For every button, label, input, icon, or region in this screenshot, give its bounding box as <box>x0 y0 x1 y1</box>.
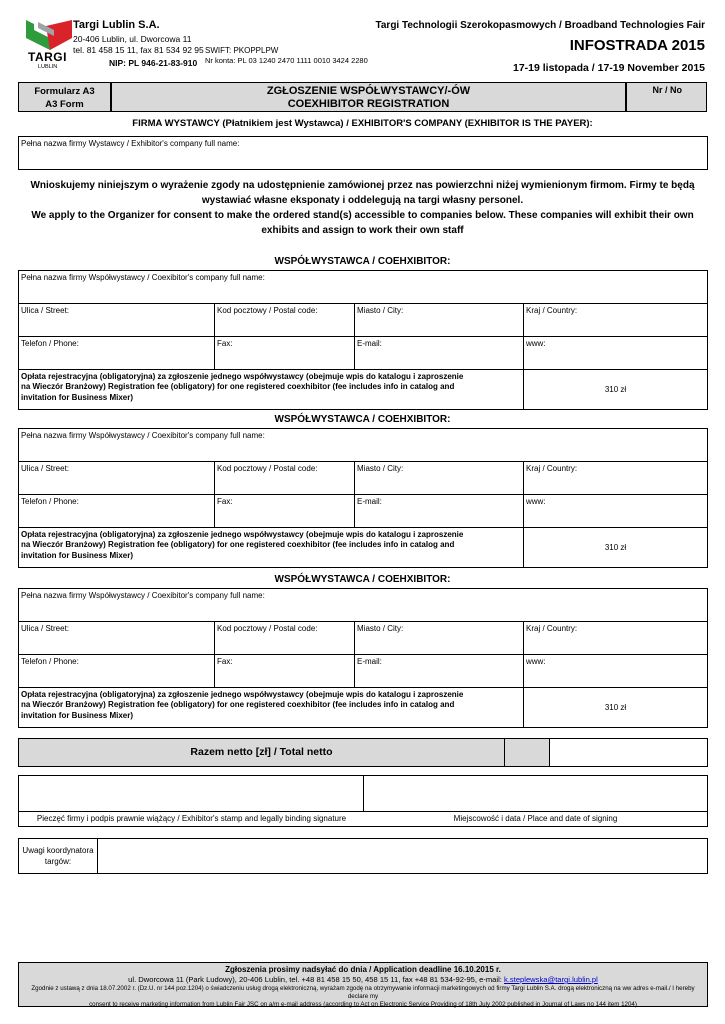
email-field[interactable] <box>355 495 524 528</box>
fee-line-1: Opłata rejestracyjna (obligatoryjna) za zgłoszenie jednego współwystawcy (obejmuje wpis do katalogu i zaproszenie <box>21 530 464 539</box>
phone-field[interactable] <box>19 495 215 528</box>
phone-field[interactable] <box>19 655 215 688</box>
event-title: INFOSTRADA 2015 <box>569 37 705 54</box>
street-label: Ulica / Street: <box>21 306 70 315</box>
country-label: Kraj / Country: <box>526 306 578 315</box>
footer-legal-line2: consent to receive marketing information from Lublin Fair JSC on a/m e-mail address (according to Act on Electronic Service Providing of 18th July 2002 published in Journal of Laws no 144 item 1204) <box>89 1000 637 1008</box>
www-label: www: <box>526 497 546 506</box>
street-field[interactable] <box>19 462 215 495</box>
stamp-signature-label: Pieczęć firmy i podpis prawnie wiążący / Exhibitor's stamp and legally binding signature <box>36 814 347 823</box>
form-number-label: Nr / No <box>652 85 682 95</box>
fee-line-3: invitation for Business Mixer) <box>21 392 134 402</box>
email-field[interactable] <box>355 655 524 688</box>
registration-fee-value: 310 zł <box>524 370 708 410</box>
consent-pl-line2: wystawiać własne eksponaty i oddelegują na targi własny personel. <box>201 195 524 206</box>
country-field[interactable] <box>524 622 708 655</box>
coexhibitor-1-table <box>18 270 708 410</box>
coexhibitor-name-label: Pełna nazwa firmy Współwystawcy / Coexibitor's company full name: <box>21 431 265 440</box>
coexhibitor-2-title: WSPÓŁWYSTAWCA / COEHXIBITOR: <box>274 414 451 425</box>
www-field[interactable] <box>524 655 708 688</box>
www-label: www: <box>526 339 546 348</box>
form-title-pl: ZGŁOSZENIE WSPÓŁWYSTAWCY/-ÓW <box>266 85 471 97</box>
company-name: Targi Lublin S.A. <box>73 19 160 31</box>
fax-label: Fax: <box>217 657 233 666</box>
www-field[interactable] <box>524 337 708 370</box>
street-label: Ulica / Street: <box>21 624 70 633</box>
email-label: E-mail: <box>357 657 382 666</box>
fee-line-2: na Wieczór Branżowy) Registration fee (obligatory) for one registered coexhibitor (fee includes info in catalog and <box>21 540 455 550</box>
exhibitor-name-label: Pełna nazwa firmy Wystawcy / Exhibitor's company full name: <box>21 139 240 148</box>
fee-line-1: Opłata rejestracyjna (obligatoryjna) za zgłoszenie jednego współwystawcy (obejmuje wpis do katalogu i zaproszenie <box>21 372 464 381</box>
coexhibitor-name-label: Pełna nazwa firmy Współwystawcy / Coexibitor's company full name: <box>21 591 265 600</box>
postal-code-field[interactable] <box>215 304 355 337</box>
total-label: Razem netto [zł] / Total netto <box>19 739 505 766</box>
logo-text: TARGI <box>28 50 67 64</box>
registration-fee-description <box>19 528 524 568</box>
consent-en-line1: We apply to the Organizer for consent to make the ordered stand(s) accessible to companies below. These companies will exhibit their own <box>31 210 694 221</box>
country-field[interactable] <box>524 304 708 337</box>
www-field[interactable] <box>524 495 708 528</box>
total-row <box>18 738 708 767</box>
fee-line-3: invitation for Business Mixer) <box>21 710 134 720</box>
form-id-pl: Formularz A3 <box>34 86 95 97</box>
company-address: 20-406 Lublin, ul. Dworcowa 11 <box>73 34 192 44</box>
postal-code-label: Kod pocztowy / Postal code: <box>217 306 318 315</box>
consent-pl-line1: Wnioskujemy niniejszym o wyrażenie zgody na udostępnienie zamówionej przez nas powierzchni niżej wymienionym firmom. Firmy te będą <box>30 180 695 191</box>
fee-line-2: na Wieczór Branżowy) Registration fee (obligatory) for one registered coexhibitor (fee includes info in catalog and <box>21 382 455 392</box>
fee-line-3: invitation for Business Mixer) <box>21 550 134 560</box>
consent-en-line2: exhibits and assign to work their own staff <box>261 225 464 236</box>
fax-field[interactable] <box>215 337 355 370</box>
fax-label: Fax: <box>217 497 233 506</box>
remarks-label-line2: targów: <box>44 857 72 866</box>
street-field[interactable] <box>19 304 215 337</box>
remarks-label <box>19 845 97 867</box>
city-field[interactable] <box>355 304 524 337</box>
phone-field[interactable] <box>19 337 215 370</box>
email-label: E-mail: <box>357 497 382 506</box>
fax-label: Fax: <box>217 339 233 348</box>
footer-legal <box>19 985 707 1008</box>
postal-code-field[interactable] <box>215 462 355 495</box>
coexhibitor-name-field[interactable] <box>19 271 708 304</box>
place-date-field[interactable] <box>364 776 707 812</box>
fair-name: Targi Technologii Szerokopasmowych / Broadband Technologies Fair <box>375 20 705 31</box>
phone-label: Telefon / Phone: <box>21 657 79 666</box>
registration-fee-description <box>19 370 524 410</box>
signature-row <box>18 775 708 827</box>
company-logo <box>24 18 74 68</box>
total-value-field[interactable] <box>550 739 707 766</box>
place-date-label: Miejscowość i data / Place and date of signing <box>453 814 618 823</box>
footer-email-link[interactable]: k.steplewska@targi.lublin.pl <box>504 975 598 984</box>
fee-line-1: Opłata rejestracyjna (obligatoryjna) za zgłoszenie jednego współwystawcy (obejmuje wpis do katalogu i zaproszenie <box>21 690 464 699</box>
city-label: Miasto / City: <box>357 464 404 473</box>
company-phone-fax: tel. 81 458 15 11, fax 81 534 92 95 <box>73 45 204 55</box>
coexhibitor-name-label: Pełna nazwa firmy Współwystawcy / Coexibitor's company full name: <box>21 273 265 282</box>
exhibitor-name-field[interactable] <box>18 136 708 170</box>
form-title-box <box>111 82 626 112</box>
coexhibitor-3-table <box>18 588 708 728</box>
www-label: www: <box>526 657 546 666</box>
phone-label: Telefon / Phone: <box>21 497 79 506</box>
form-id-box <box>18 82 111 112</box>
city-field[interactable] <box>355 622 524 655</box>
event-dates: 17-19 listopada / 17-19 November 2015 <box>512 62 705 74</box>
country-label: Kraj / Country: <box>526 624 578 633</box>
registration-fee-description <box>19 688 524 728</box>
fax-field[interactable] <box>215 655 355 688</box>
country-label: Kraj / Country: <box>526 464 578 473</box>
coexhibitor-2-table <box>18 428 708 568</box>
registration-fee-value: 310 zł <box>524 688 708 728</box>
fax-field[interactable] <box>215 495 355 528</box>
email-label: E-mail: <box>357 339 382 348</box>
phone-label: Telefon / Phone: <box>21 339 79 348</box>
remarks-field[interactable] <box>97 839 707 873</box>
stamp-signature-field[interactable] <box>19 776 364 812</box>
country-field[interactable] <box>524 462 708 495</box>
total-spacer <box>505 739 550 766</box>
coexhibitor-1-title: WSPÓŁWYSTAWCA / COEHXIBITOR: <box>274 256 451 267</box>
city-label: Miasto / City: <box>357 624 404 633</box>
postal-code-label: Kod pocztowy / Postal code: <box>217 624 318 633</box>
logo-subtext: LUBLIN <box>38 64 58 70</box>
fee-line-2: na Wieczór Branżowy) Registration fee (obligatory) for one registered coexhibitor (fee includes info in catalog and <box>21 700 455 710</box>
registration-fee-value: 310 zł <box>524 528 708 568</box>
coexhibitor-name-field[interactable] <box>19 589 708 622</box>
footer-legal-line1: Zgodnie z ustawą z dnia 18.07.2002 r. (Dz.U. nr 144 poz.1204) o świadczeniu usług drogą elektroniczną, wyrażam zgodę na otrzymywanie informacji marketingowych od firmy Targi Lublin S.A. drogą elektroniczną na ww adres e-mail./ I hereby declare my <box>31 985 695 1000</box>
postal-code-label: Kod pocztowy / Postal code: <box>217 464 318 473</box>
city-label: Miasto / City: <box>357 306 404 315</box>
form-title-en: COEXHIBITOR REGISTRATION <box>287 98 450 110</box>
swift-code: SWIFT: PKOPPLPW <box>205 46 279 55</box>
bank-account: Nr konta: PL 03 1240 2470 1111 0010 3424 2280 <box>205 56 368 65</box>
company-nip: NIP: PL 946-21-83-910 <box>109 58 198 68</box>
street-label: Ulica / Street: <box>21 464 70 473</box>
coexhibitor-3-title: WSPÓŁWYSTAWCA / COEHXIBITOR: <box>274 574 451 585</box>
exhibitor-section-title: FIRMA WYSTAWCY (Płatnikiem jest Wystawca) / EXHIBITOR'S COMPANY (EXHIBITOR IS THE PAYER): <box>132 118 593 129</box>
footer-box <box>18 962 708 1007</box>
form-number-box[interactable] <box>626 82 707 112</box>
remarks-label-line1: Uwagi koordynatora <box>22 846 94 855</box>
email-field[interactable] <box>355 337 524 370</box>
coexhibitor-name-field[interactable] <box>19 429 708 462</box>
form-id-en: A3 Form <box>45 99 84 110</box>
street-field[interactable] <box>19 622 215 655</box>
postal-code-field[interactable] <box>215 622 355 655</box>
city-field[interactable] <box>355 462 524 495</box>
consent-paragraph <box>20 178 705 238</box>
footer-contact <box>19 975 707 984</box>
logo-flag-icon <box>24 18 74 52</box>
remarks-row <box>18 838 708 874</box>
footer-contact-text: ul. Dworcowa 11 (Park Ludowy), 20-406 Lublin, tel. +48 81 458 15 50, 458 15 11, fax +48 81 534-92-95, e-mail: <box>128 975 505 984</box>
footer-deadline: Zgłoszenia prosimy nadsyłać do dnia / Application deadline 16.10.2015 r. <box>225 965 501 974</box>
